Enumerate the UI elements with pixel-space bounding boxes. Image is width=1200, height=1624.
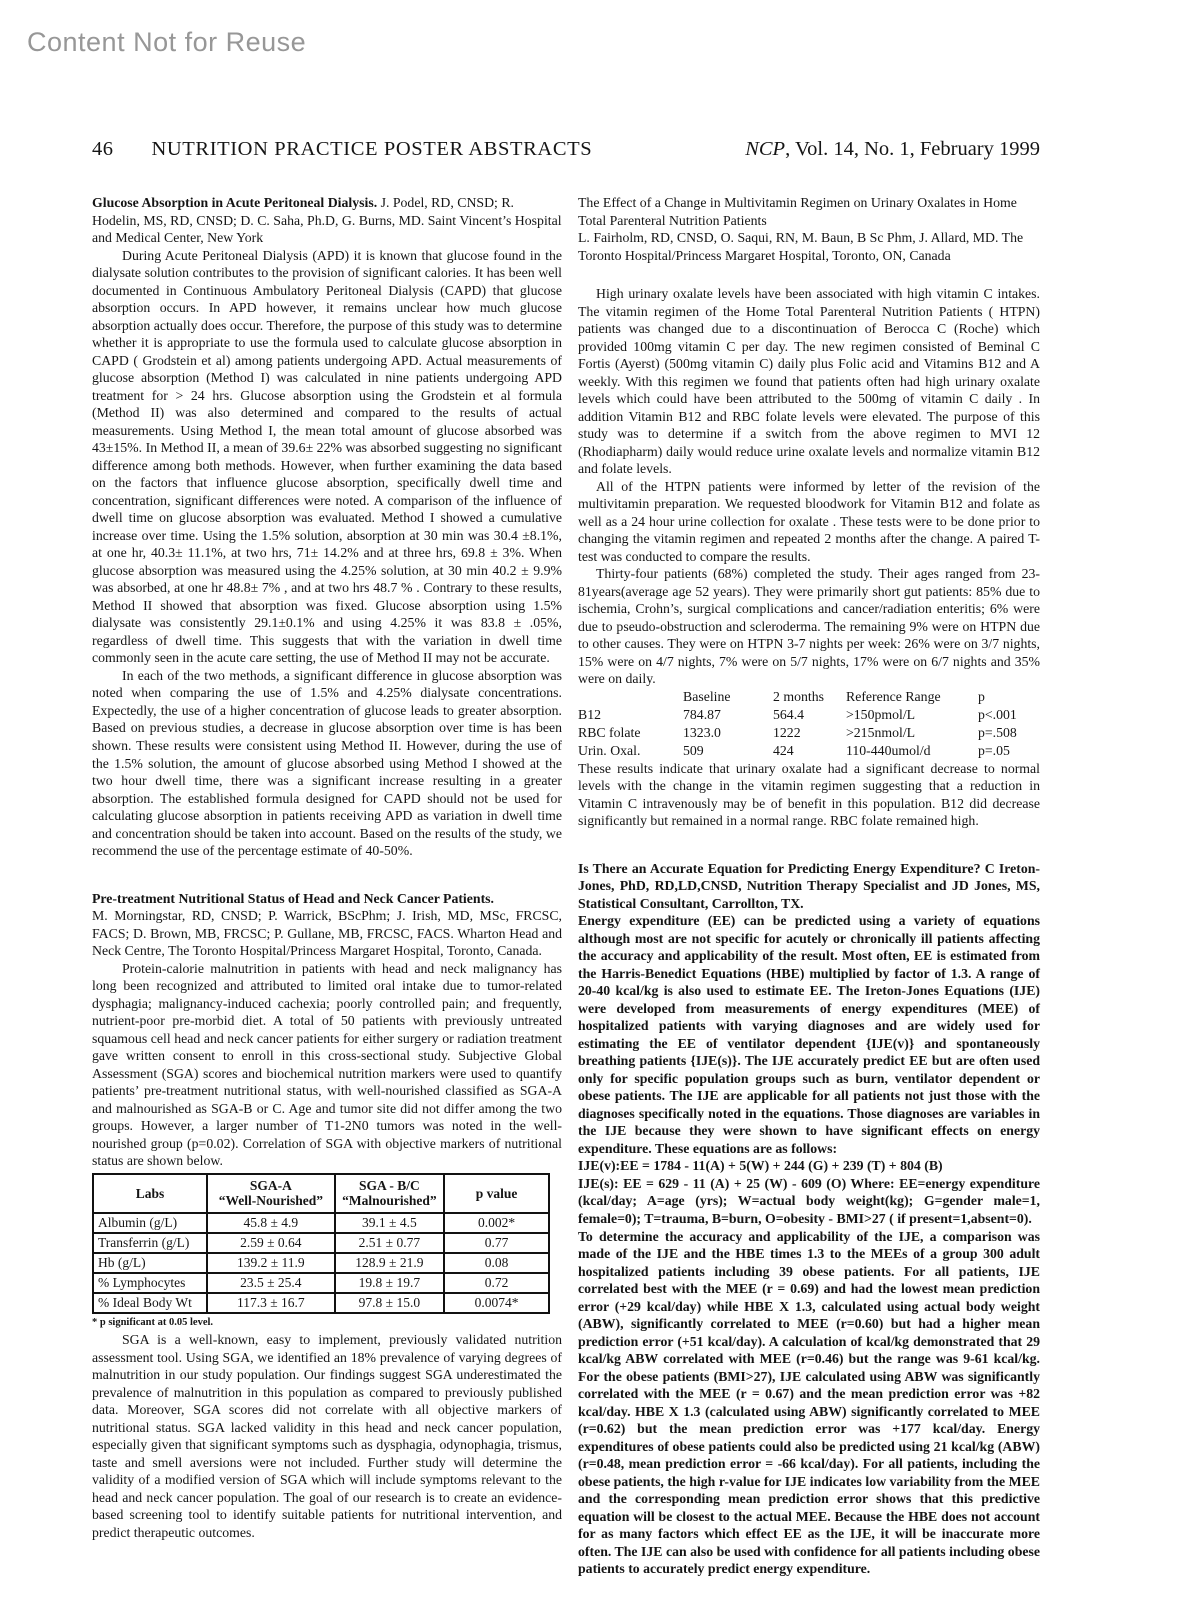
table-row xyxy=(93,1233,549,1253)
sga-correlation-table xyxy=(92,1173,550,1314)
table-cell: 117.3 ± 16.7 xyxy=(207,1293,335,1313)
table-cell: Transferrin (g/L) xyxy=(93,1233,207,1253)
page-number: 46 xyxy=(92,138,114,160)
abstract-authors: M. Morningstar, RD, CNSD; P. Warrick, BScPhm; J. Irish, MD, MSc, FRCSC, FACS; D. Brown, MB, FRCSC; P. Gullane, MB, FRCSC, FACS. Wharton Head and Neck Centre, The Toronto Hospital/Princess Margaret Hospital, Toronto, Canada. xyxy=(92,908,562,959)
stats-header-cell xyxy=(578,688,683,706)
abstract-paragraph: During Acute Peritoneal Dialysis (APD) it is known that glucose found in the dialysate solution contributes to the provision of significant calories. It has been well documented in Continuous Ambulatory Peritoneal Dialysis (CAPD) that glucose absorption occurs. In APD however, it remains unclear how much glucose absorption actually does occur. Therefore, the purpose of this study was to determine whether it is appropriate to use the formula used to calculate glucose absorption in CAPD ( Grodstein et al) among patients undergoing APD. Actual measurements of glucose absorption (Method I) was calculated in nine patients undergoing APD treatment for > 24 hrs. Glucose absorption using the Grodstein et al formula (Method II) was also determined and compared to the results of actual measurements. Using Method I, the mean total amount of glucose absorbed was 43±15%. In Method II, a mean of 39.6± 22% was absorbed suggesting no significant difference among both methods. However, when further examining the data based on the factors that influence glucose absorption, specifically dwell time and concentration, significant differences were noted. A comparison of the influence of dwell time on glucose absorption was evaluated. Method I showed a cumulative increase over time. Using the 1.5% solution, absorption at 30 min was 30.4 ±8.1%, at one hr, 40.3± 11.1%, at two hrs, 71± 14.2% and at three hrs, 69.8 ± 3%. When glucose absorption was measured using the 4.25% solution, at 30 min 40.2 ± 9.9% was absorbed, at one hr 48.8± 7% , and at two hrs 48.7 % . Contrary to these results, Method II showed that absorption was fixed. Glucose absorption using 1.5% dialysate was consistently 29.1±0.1% and using 4.25% it was 83.8 ± .05%, regardless of dwell time. This suggests that with the variation in dwell time commonly seen in the acute care setting, the use of Method II may not be accurate. xyxy=(92,247,562,666)
stats-cell: p=.508 xyxy=(978,724,1017,740)
stats-header-cell: 2 months xyxy=(773,688,824,704)
stats-cell: 564.4 xyxy=(773,706,805,722)
journal-citation xyxy=(745,138,1040,161)
abstract-energy-expenditure xyxy=(578,860,1040,1578)
table-header-cell: SGA - B/C “Malnourished” xyxy=(335,1174,444,1213)
abstract-paragraph: All of the HTPN patients were informed by letter of the revision of the multivitamin preparation. We requested bloodwork for Vitamin B12 and folate as well as a 24 hour urine collection for oxalate . These tests were to be done prior to changing the vitamin regimen and repeated 2 months after the change. A paired T-test was conducted to compare the results. xyxy=(578,478,1040,564)
right-column xyxy=(578,194,1040,1578)
stats-cell: RBC folate xyxy=(578,724,641,740)
abstract-glucose-absorption xyxy=(92,194,562,860)
stats-cell: >215nmol/L xyxy=(846,724,916,740)
two-column-layout xyxy=(92,194,1040,1578)
vitamin-stats-table xyxy=(578,688,1040,760)
abstract-authors: L. Fairholm, RD, CNSD, O. Saqui, RN, M. Baun, B Sc Phm, J. Allard, MD. The Toronto Hospital/Princess Margaret Hospital, Toronto, ON, Canada xyxy=(578,230,1024,263)
section-title: NUTRITION PRACTICE POSTER ABSTRACTS xyxy=(151,138,593,160)
table-header-row xyxy=(93,1174,549,1213)
stats-cell: 110-440umol/d xyxy=(846,742,931,758)
abstract-paragraph: These results indicate that urinary oxalate had a significant decrease to normal levels with the change in the vitamin regimen suggesting that a reduction in Vitamin C intravenously may be of benefit in this population. B12 did decrease significantly but remained in a normal range. RBC folate remained high. xyxy=(578,760,1040,829)
abstract-paragraph: Protein-calorie malnutrition in patients with head and neck malignancy has long been recognized and attributed to limited oral intake due to tumor-related dysphagia; malignancy-induced cachexia; poorly controlled pain; and frequently, nutrient-poor pre-morbid diet. A total of 50 patients with previously untreated squamous cell head and neck cancer patients for either surgery or radiation treatment gave written consent to enroll in this cross-sectional study. Subjective Global Assessment (SGA) scores and biochemical nutrition markers were used to quantify patients’ pre-treatment nutritional status, with well-nourished classified as SGA-A and malnourished as SGA-B or C. Age and tumor site did not differ among the two groups. However, a larger number of T1-2N0 tumors was noted in the well-nourished group (p=0.02). Correlation of SGA with objective markers of nutritional status are shown below. xyxy=(92,960,562,1169)
abstract-authors: J. Podel, RD, CNSD; R. Hodelin, MS, RD, CNSD; D. C. Saha, Ph.D, G. Burns, MD. Saint Vincent’s Hospital and Medical Center, New York xyxy=(92,195,562,246)
abstract-paragraph: Energy expenditure (EE) can be predicted using a variety of equations although most are not specific for acutely or chronically ill patients affecting the accuracy and applicability of the result. Most often, EE is estimated from the Harris-Benedict Equations (HBE) multiplied by factor of 1.3. A range of 20-40 kcal/kg is also used to estimate EE. The Ireton-Jones Equations (IJE) were developed from measurements of energy expenditures (MEE) of hospitalized patients with varying diagnoses and are widely used for estimating the EE of ventilator dependent {IJE(v)} and spontaneously breathing patients {IJE(s)}. The IJE accurately predict EE but are often used only for specific population groups such as burn, ventilator dependent or obese patients. The IJE are applicable for all patients not just those with the diagnoses specifically noted in the equations. Those diagnoses are variables in the IJE because they were shown to have significant effects on energy expenditure. These equations are as follows: xyxy=(578,913,1040,1156)
stats-cell: Urin. Oxal. xyxy=(578,742,641,758)
table-cell: 2.51 ± 0.77 xyxy=(335,1233,444,1253)
table-cell: 139.2 ± 11.9 xyxy=(207,1253,335,1273)
table-row xyxy=(93,1253,549,1273)
journal-issue-info: , Vol. 14, No. 1, February 1999 xyxy=(785,138,1040,160)
abstract-paragraph: Thirty-four patients (68%) completed the study. Their ages ranged from 23-81years(average age 52 years). They were primarily short gut patients: 85% due to ischemia, Crohn’s, surgical complications and cancer/radiation enteritis; 6% were due to pseudo-obstruction and scleroderma. The remaining 9% were on HTPN due to other causes. They were on HTPN 3-7 nights per week: 26% were on 3/7 nights, 15% were on 4/7 nights, 7% were on 5/7 nights, 17% were on 6/7 nights and 35% were on daily. xyxy=(578,566,1040,687)
table-cell: 19.8 ± 19.7 xyxy=(335,1273,444,1293)
abstract-title: Pre-treatment Nutritional Status of Head and Neck Cancer Patients. xyxy=(92,890,494,906)
table-cell: 0.77 xyxy=(444,1233,549,1253)
stats-header-row xyxy=(578,688,1040,706)
table-cell: 2.59 ± 0.64 xyxy=(207,1233,335,1253)
abstract-paragraph: In each of the two methods, a significant difference in glucose absorption was noted when comparing the use of 1.5% and 4.25% dialysate concentrations. Expectedly, the use of a higher concentration of glucose leads to greater absorption. Based on previous studies, a decrease in glucose absorption over time is has been shown. These results were consistent using Method II. However, during the use of the 1.5% solution, the amount of glucose absorbed using Method I showed at the two hour dwell time, there was a significant increase resulting in a greater absorption. The established formula designed for CAPD should not be used for calculating glucose absorption in patients receiving APD as variation in dwell time and concentration should be taken into account. Based on the results of the study, we recommend the use of the percentage estimate of 40-50%. xyxy=(92,667,562,859)
abstract-title-block xyxy=(92,194,562,247)
left-column xyxy=(92,194,562,1578)
table-cell: 45.8 ± 4.9 xyxy=(207,1213,335,1233)
table-row xyxy=(93,1293,549,1313)
stats-cell: 424 xyxy=(773,742,794,758)
stats-header-cell: p xyxy=(978,688,985,704)
table-cell: 39.1 ± 4.5 xyxy=(335,1213,444,1233)
stats-header-cell: Reference Range xyxy=(846,688,941,704)
abstract-title: The Effect of a Change in Multivitamin Regimen on Urinary Oxalates in Home Total Parenteral Nutrition Patients xyxy=(578,195,1017,228)
table-row xyxy=(93,1213,549,1233)
stats-row xyxy=(578,724,1040,742)
stats-cell: B12 xyxy=(578,706,601,722)
table-cell: 0.002* xyxy=(444,1213,549,1233)
stats-cell: >150pmol/L xyxy=(846,706,916,722)
table-cell: % Lymphocytes xyxy=(93,1273,207,1293)
stats-cell: 1222 xyxy=(773,724,801,740)
equation-ije-v: IJE(v):EE = 1784 - 11(A) + 5(W) + 244 (G) + 239 (T) + 804 (B) xyxy=(578,1158,943,1174)
table-cell: % Ideal Body Wt xyxy=(93,1293,207,1313)
stats-cell: 1323.0 xyxy=(683,724,721,740)
abstract-title-block xyxy=(92,890,562,908)
header-left xyxy=(92,138,592,161)
table-row xyxy=(93,1273,549,1293)
abstract-paragraph: IJE(s): EE = 629 - 11 (A) + 25 (W) - 609 (O) Where: EE=energy expenditure (kcal/day; A=age (yrs); W=actual body weight(kg); G=gender male=1, female=0); T=trauma, B=burn, O=obesity - BMI>27 ( if present=1,absent=0). xyxy=(578,1175,1040,1226)
stats-cell: 509 xyxy=(683,742,704,758)
abstract-title: Glucose Absorption in Acute Peritoneal Dialysis. xyxy=(92,195,378,210)
table-cell: 97.8 ± 15.0 xyxy=(335,1293,444,1313)
table-cell: 0.72 xyxy=(444,1273,549,1293)
watermark: Content Not for Reuse xyxy=(27,27,307,57)
abstract-head-neck-cancer xyxy=(92,890,562,1542)
table-header-cell: SGA-A “Well-Nourished” xyxy=(207,1174,335,1213)
table-header-cell: Labs xyxy=(93,1174,207,1213)
table-cell: 0.08 xyxy=(444,1253,549,1273)
abstract-paragraph: SGA is a well-known, easy to implement, previously validated nutrition assessment tool. Using SGA, we identified an 18% prevalence of varying degrees of malnutrition in our study population. Our findings suggest SGA underestimated the prevalence of malnutrition in this population as compared to previously published data. Moreover, SGA scores did not correlate with all objective markers of nutritional status. SGA lacked validity in this head and neck cancer population, especially given that significant symptoms such as dysphagia, odynophagia, trismus, taste and smell aversions were not included. Further study will determine the validity of a modified version of SGA which will include symptoms relevant to the head and neck cancer population. The goal of our research is to create an evidence-based screening tool to identify suitable patients for nutritional intervention, and predict therapeutic outcomes. xyxy=(92,1332,562,1540)
table-cell: 0.0074* xyxy=(444,1293,549,1313)
abstract-title: Is There an Accurate Equation for Predicting Energy Expenditure? C Ireton-Jones, PhD, RD,LD,CNSD, Nutrition Therapy Specialist and JD Jones, MS, Statistical Consultant, Carrollton, TX. xyxy=(578,860,1040,911)
stats-cell: p<.001 xyxy=(978,706,1017,722)
page-header xyxy=(92,138,1040,161)
table-cell: 128.9 ± 21.9 xyxy=(335,1253,444,1273)
table-header-cell: p value xyxy=(444,1174,549,1213)
stats-cell: 784.87 xyxy=(683,706,721,722)
journal-name: NCP xyxy=(745,138,786,160)
stats-cell: p=.05 xyxy=(978,742,1010,758)
table-cell: Albumin (g/L) xyxy=(93,1213,207,1233)
abstract-paragraph: High urinary oxalate levels have been associated with high vitamin C intakes. The vitamin regimen of the Home Total Parenteral Nutrition Patients ( HTPN) patients was changed due to a discontinuation of Berocca C (Roche) which provided 100mg vitamin C per day. The new regimen consisted of Beminal C Fortis (Ayerst) (500mg vitamin C) daily plus Folic acid and Vitamins B12 and A weekly. With this regimen we found that patients often had high urinary oxalate levels which could have been attributed to the 500mg of vitamin C daily . In addition Vitamin B12 and RBC folate levels were elevated. The purpose of this study was to determine if a switch from the above regimen to MVI 12 (Rhodiapharm) daily would reduce urine oxalate levels and normalize vitamin B12 and folate levels. xyxy=(578,286,1040,477)
stats-row xyxy=(578,742,1040,760)
table-footnote: * p significant at 0.05 level. xyxy=(92,1316,214,1328)
stats-row xyxy=(578,706,1040,724)
table-cell: Hb (g/L) xyxy=(93,1253,207,1273)
abstract-multivitamin-oxalates xyxy=(578,194,1040,830)
abstract-paragraph: To determine the accuracy and applicability of the IJE, a comparison was made of the IJE and the HBE times 1.3 to the MEEs of a group 300 adult hospitalized patients including 39 obese patients. For all patients, IJE correlated best with the MEE (r = 0.69) and had the lowest mean prediction error (+29 kcal/day) while HBE X 1.3, calculated using actual body weight (ABW), significantly correlated to MEE (r=0.60) but had a higher mean prediction error (+51 kcal/day). A calculation of kcal/kg demonstrated that 29 kcal/kg ABW correlated with MEE (r=0.46) but the range was 9-61 kcal/kg. For the obese patients (BMI>27), IJE calculated using ABW was significantly correlated with the MEE (r = 0.67) and the mean prediction error was +82 kcal/day. HBE X 1.3 (calculated using ABW) significantly correlated to MEE (r=0.62) but the mean prediction error was +177 kcal/day. Energy expenditures of obese patients could also be predicted using 21 kcal/kg (ABW) (r=0.48, mean prediction error = -66 kcal/day). For all patients, including the obese patients, the high r-value for IJE indicates low variability from the MEE and the corresponding mean prediction error shows that this predictive equation will be closest to the actual MEE. Because the HBE does not account for as many factors which effect EE as the IJE, it will be inaccurate more often. The IJE can also be used with confidence for all patients including obese patients to accurately predict energy expenditure. xyxy=(578,1228,1040,1577)
table-cell: 23.5 ± 25.4 xyxy=(207,1273,335,1293)
stats-header-cell: Baseline xyxy=(683,688,731,704)
